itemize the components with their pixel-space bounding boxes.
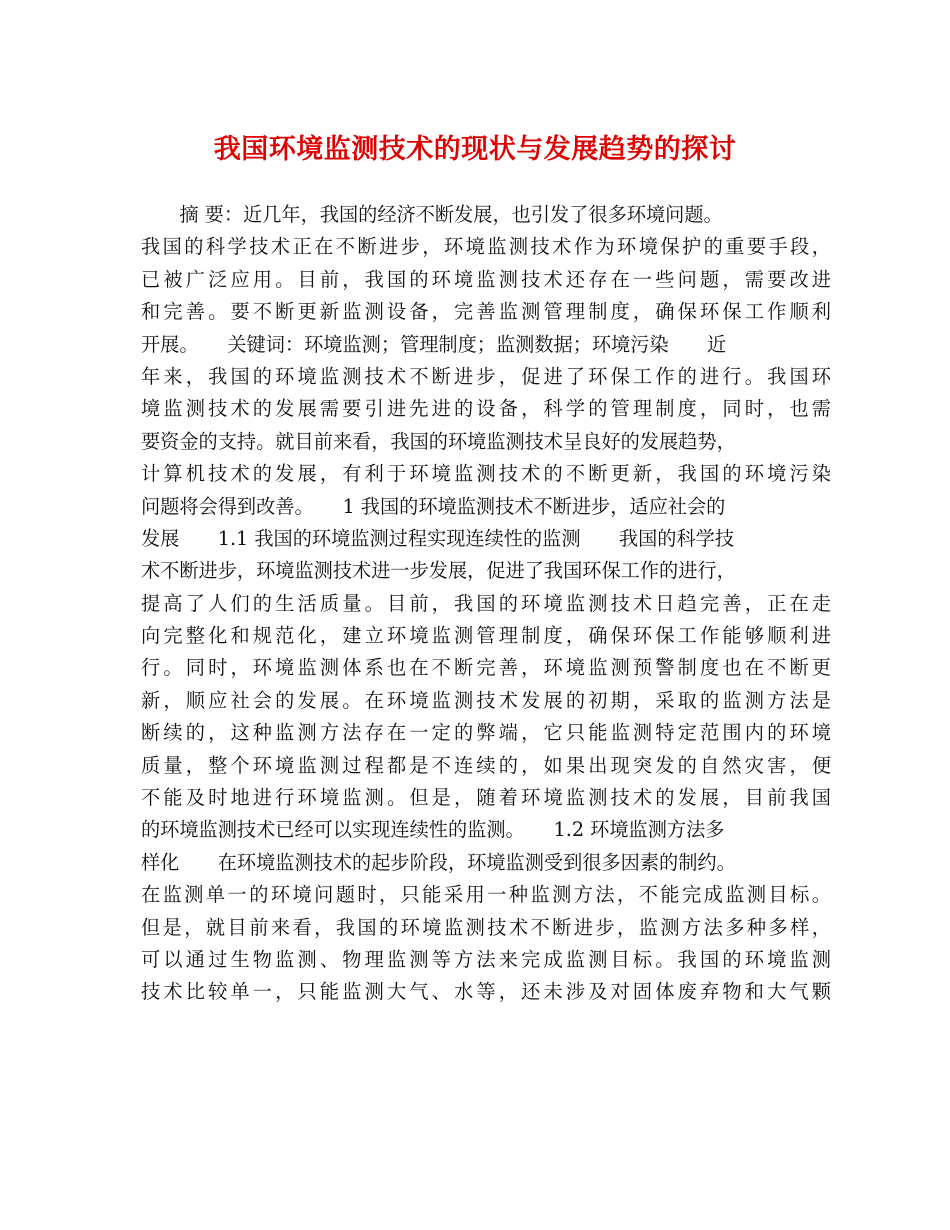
body-line: 可以通过生物监测、物理监测等方法来完成监测目标。我国的环境监测 [141, 947, 831, 971]
body-line: 样化 在环境监测技术的起步阶段，环境监测受到很多因素的制约。 [141, 850, 736, 874]
body-line: 断续的，这种监测方法存在一定的弊端，它只能监测特定范围内的环境 [141, 721, 831, 745]
body-line: 我国的科学技术正在不断进步，环境监测技术作为环境保护的重要手段， [141, 235, 831, 259]
body-line: 已被广泛应用。目前，我国的环境监测技术还存在一些问题，需要改进 [141, 267, 831, 291]
body-line: 但是，就目前来看，我国的环境监测技术不断进步，监测方法多种多样， [141, 915, 831, 939]
body-line: 向完整化和规范化，建立环境监测管理制度，确保环保工作能够顺利进 [141, 624, 831, 648]
body-line: 和完善。要不断更新监测设备，完善监测管理制度，确保环保工作顺利 [141, 300, 831, 324]
body-line: 摘 要：近几年，我国的经济不断发展，也引发了很多环境问题。 [141, 203, 723, 226]
body-line: 要资金的支持。就目前来看，我国的环境监测技术呈良好的发展趋势， [141, 429, 736, 453]
body-line: 问题将会得到改善。 1 我国的环境监测技术不断进步，适应社会的 [141, 494, 726, 518]
body-line: 在监测单一的环境问题时，只能采用一种监测方法，不能完成监测目标。 [141, 883, 831, 907]
body-line: 年来，我国的环境监测技术不断进步，促进了环保工作的进行。我国环 [141, 364, 831, 388]
body-line: 发展 1.1 我国的环境监测过程实现连续性的监测 我国的科学技 [141, 526, 735, 550]
body-line: 新，顺应社会的发展。在环境监测技术发展的初期，采取的监测方法是 [141, 688, 831, 712]
body-line: 术不断进步，环境监测技术进一步发展，促进了我国环保工作的进行， [141, 559, 736, 583]
body-line: 技术比较单一，只能监测大气、水等，还未涉及对固体废弃物和大气颗 [141, 980, 831, 1004]
body-line: 质量，整个环境监测过程都是不连续的，如果出现突发的自然灾害，便 [141, 753, 831, 777]
body-line: 提高了人们的生活质量。目前，我国的环境监测技术日趋完善，正在走 [141, 591, 831, 615]
document-title: 我国环境监测技术的现状与发展趋势的探讨 [213, 134, 737, 165]
body-line: 的环境监测技术已经可以实现连续性的监测。 1.2 环境监测方法多 [141, 818, 725, 842]
document-body [141, 199, 831, 1009]
body-line: 计算机技术的发展，有利于环境监测技术的不断更新，我国的环境污染 [141, 462, 831, 486]
body-line: 行。同时，环境监测体系也在不断完善，环境监测预警制度也在不断更 [141, 656, 831, 680]
body-line: 开展。 关键词：环境监测；管理制度；监测数据；环境污染 近 [141, 332, 727, 356]
body-line: 境监测技术的发展需要引进先进的设备，科学的管理制度，同时，也需 [141, 397, 831, 421]
body-line: 不能及时地进行环境监测。但是，随着环境监测技术的发展，目前我国 [141, 786, 831, 810]
